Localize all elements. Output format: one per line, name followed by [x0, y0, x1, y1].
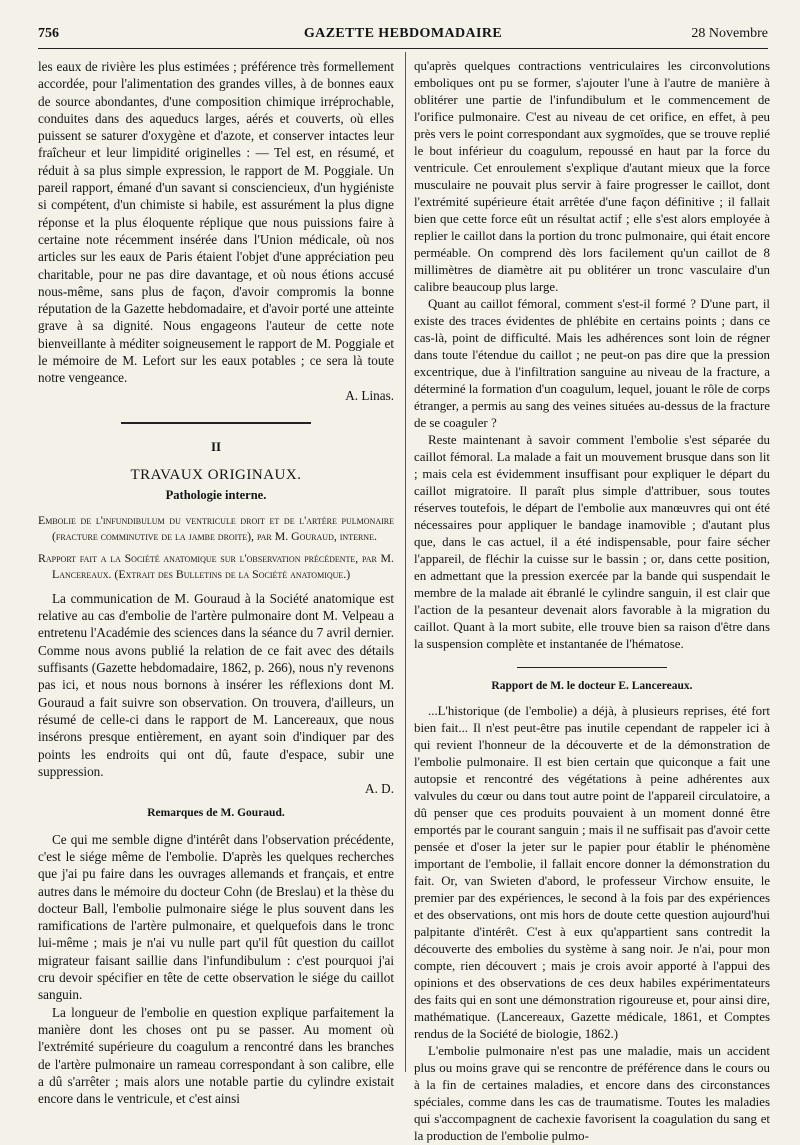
paragraph: Reste maintenant à savoir comment l'embolie s'est séparée du caillot fémoral. La malade a fait un mouvement brusque dans son lit ; mais cela est évidemment insuffisant pour expliquer le départ du caillot migratoire. Il paraît plus simple d'attribuer, sous toutes réserves toutefois, le départ de l'embolie aux manœuvres qui ont été nécessaires pour appliquer le bandage inamovible ; d'autant plus que, dans le cas actuel, il a été indispensable, pour faire sécher l'appareil, de fléchir la cuisse sur le bassin ; or, dans cette position, en admettant que la pression exercée par la bande qui suspendait le membre de la malade ait ébranlé le cylindre sanguin, il est clair que l'action de la pesanteur devenait alors favorable à la migration du caillot. Quant à la mort subite, elle trouve bien sa raison d'être dans la suspension complète et instantanée de l'hématose. [414, 433, 770, 651]
report-heading: Rapport de M. le docteur E. Lancereaux. [491, 680, 693, 692]
report-title: Rapport fait a la Société anatomique sur l'observation précédente, par M. Lancereaux. (Extrait des Bulletins de la Société anatomique.) [38, 550, 394, 581]
right-column [414, 58, 770, 1143]
subsection-title: Pathologie interne. [165, 487, 267, 502]
section-title: TRAVAUX ORIGINAUX. [130, 467, 302, 484]
paragraph: L'embolie pulmonaire n'est pas une maladie, mais un accident plus ou moins grave qui se rencontre de préférence dans le cours ou à la fin de certaines maladies, et encore dans des circonstances spéciales, comme dans les cas de traumatisme. Toutes les maladies qui s'accompagnent de cachexie favorisent la coagulation du sang et la production de l'embolie pulmo- [414, 1044, 770, 1143]
paragraph: les eaux de rivière les plus estimées ; préférence très formellement accordée, pour l'alimentation des grandes villes, à de bonnes eaux de source abondantes, d'une composition chimique irréprochable, conduites dans des aqueducs larges, aérés et couverts, où elles puissent se saturer d'oxygène et d'azote, et conserver intactes leur fraîcheur et leur limpidité originelles : — Tel est, en résumé, et réduit à sa plus simple expression, le rapport de M. Poggiale. Un pareil rapport, émané d'un savant si consciencieux, d'un hygiéniste si compétent, d'un chimiste si habile, est assurément la plus digne réponse et la plus éloquente réplique que nous puissions faire à certaine note récemment insérée dans l'Union médicale, où nos articles sur les eaux de Paris étaient l'objet d'une appréciation peu charitable, pour ne pas dire davantage, et où nous étions accusé nous-même, sans plus de façon, d'avoir compromis la bonne réputation de la Gazette hebdomadaire, et d'avoir porté une atteinte grave à sa dignité. Nous engageons l'auteur de cette note bienveillante à méditer soigneusement le rapport de M. Poggiale et le mémoire de M. Lefort sur les eaux potables ; ce sera là toute notre vengeance. [38, 59, 394, 386]
journal-title: GAZETTE HEBDOMADAIRE [303, 26, 503, 41]
issue-date: 28 Novembre [691, 26, 768, 41]
section-number: II [210, 438, 222, 454]
paragraph: ...L'historique (de l'embolie) a déjà, à plusieurs reprises, été fort bien fait... Il n'est peut-être pas inutile cependant de rappeler ici à qui revient l'honneur de la découverte et de la démonstration de l'embolie pulmonaire. Il est bien certain que quiconque a fait une autopsie et rencontré des végétations à peine adhérentes aux valvules du cœur ou dans tout autre point de l'appareil circulatoire, a dû penser que ces produits pouvaient à un moment donné être emportés par le courant sanguin ; mais il ne suffisait pas d'avoir cette pensée et d'oser la jeter sur le papier pour établir le phénomène important de l'embolie, il fallait encore donner la démonstration du fait. Or, van Swieten d'abord, le professeur Virchow ensuite, le premier par des expériences, le second à la fois par des expériences et des observations, ont mis hors de doute cette question aujourd'hui palpitante d'intérêt. C'est à eux qu'appartient sans contredit la découverte des embolies du système à sang noir. Je n'ai, pour mon compte, rien découvert ; mais je crois avoir apporté à l'appui des opinions et des observations de ces deux habiles expérimentateurs des faits qui en sont une démonstration rigoureuse et, pour ainsi dire, mathématique. (Lancereaux, Gazette médicale, 1861, et Comptes rendus de la Société de biologie, 1862.) [414, 704, 770, 1041]
remarks-heading: Remarques de M. Gouraud. [147, 807, 285, 820]
page-number: 756 [38, 26, 59, 41]
column-divider [405, 52, 406, 1072]
paragraph: qu'après quelques contractions ventriculaires les circonvolutions emboliques ont pu se former, s'ajouter l'une à l'autre de manière à oblitérer une partie de l'infundibulum et le commencement de l'orifice pulmonaire. C'est au niveau de cet orifice, en effet, à peu près vers le point correspondant aux sygmoïdes, que se trouve replié le bout inférieur du coagulum, repoussé en haut par la force du ventricule. Cet enroulement s'explique d'autant mieux que la force musculaire ne pouvait plus servir à faire progresser le caillot, dont l'extrémité supérieure était arrêtée d'une façon définitive ; il fallait bien que cette force eût un résultat actif ; elle s'est alors employée à replier le caillot dans la portion du tronc pulmonaire, qui était encore perméable. On comprend dès lors facilement qu'un caillot de 8 millimètres de diamètre ait pu oblitérer un tronc vasculaire d'un calibre beaucoup plus large. [414, 59, 770, 294]
signature: A. D. [365, 781, 394, 797]
signature: A. Linas. [345, 387, 394, 403]
section-divider [517, 667, 667, 668]
page-header [38, 26, 768, 48]
paragraph: Ce qui me semble digne d'intérêt dans l'observation précédente, c'est le siége même de l'embolie. D'après les quelques recherches que j'ai pu faire dans les ouvrages allemands et français, et entre autres dans le mémoire du docteur Cohn (de Breslau) et la thèse du docteur Ball, l'embolie pulmonaire siége le plus souvent dans les ramifications de l'artère pulmonaire, et quelquefois dans le tronc lui-même ; mais je n'ai vu nulle part qu'il fût question du caillot migrateur faisant saillie dans l'infundibulum : c'est pourquoi j'ai cru devoir spécifier en tête de cette observation le siége du caillot sanguin. [38, 831, 394, 1003]
header-rule [38, 48, 768, 49]
left-column [38, 58, 394, 1107]
paragraph: La communication de M. Gouraud à la Société anatomique est relative au cas d'embolie de l'artère pulmonaire dont M. Velpeau a entretenu l'Académie des sciences dans la séance du 7 avril dernier. Comme nous avons publié la relation de ce fait avec des détails suffisants (Gazette hebdomadaire, 1862, p. 266), nous n'y revenons pas ici, et nous nous bornons à insérer les réflexions dont M. Gouraud a fait suivre son observation. On trouvera, d'ailleurs, un résumé de celle-ci dans le rapport de M. Lancereaux, que nous insérons presque entièrement, en ayant soin d'indiquer par des points les endroits qui ont dû, faute d'espace, subir une suppression. [38, 590, 394, 779]
case-title: Embolie de l'infundibulum du ventricule droit et de l'artère pulmonaire (fracture comminutive de la jambe droite), par M. Gouraud, interne. [38, 512, 394, 543]
paragraph: La longueur de l'embolie en question explique parfaitement la manière dont les choses ont pu se passer. Au moment où l'extrémité supérieure du coagulum a rencontré dans les branches de l'artère pulmonaire un rameau correspondant à son calibre, elle a dû s'arrêter ; mais alors une notable partie du cylindre existait encore dans le ventricule, et c'est ainsi [38, 1004, 394, 1107]
section-divider [121, 422, 311, 424]
paragraph: Quant au caillot fémoral, comment s'est-il formé ? D'une part, il existe des traces évidentes de phlébite en certains points ; dans ce cas-là, point de difficulté. Mais les adhérences sont loin de régner dans toute l'étendue du caillot ; ne peut-on pas dire que la pression excentrique, due à l'infiltration sanguine au niveau de la fracture, a déterminé la formation d'un coagulum, lequel, jouant le rôle de corps étranger, a permis au sang des veines situées au-dessus de la fracture de se coaguler ? [414, 297, 770, 430]
